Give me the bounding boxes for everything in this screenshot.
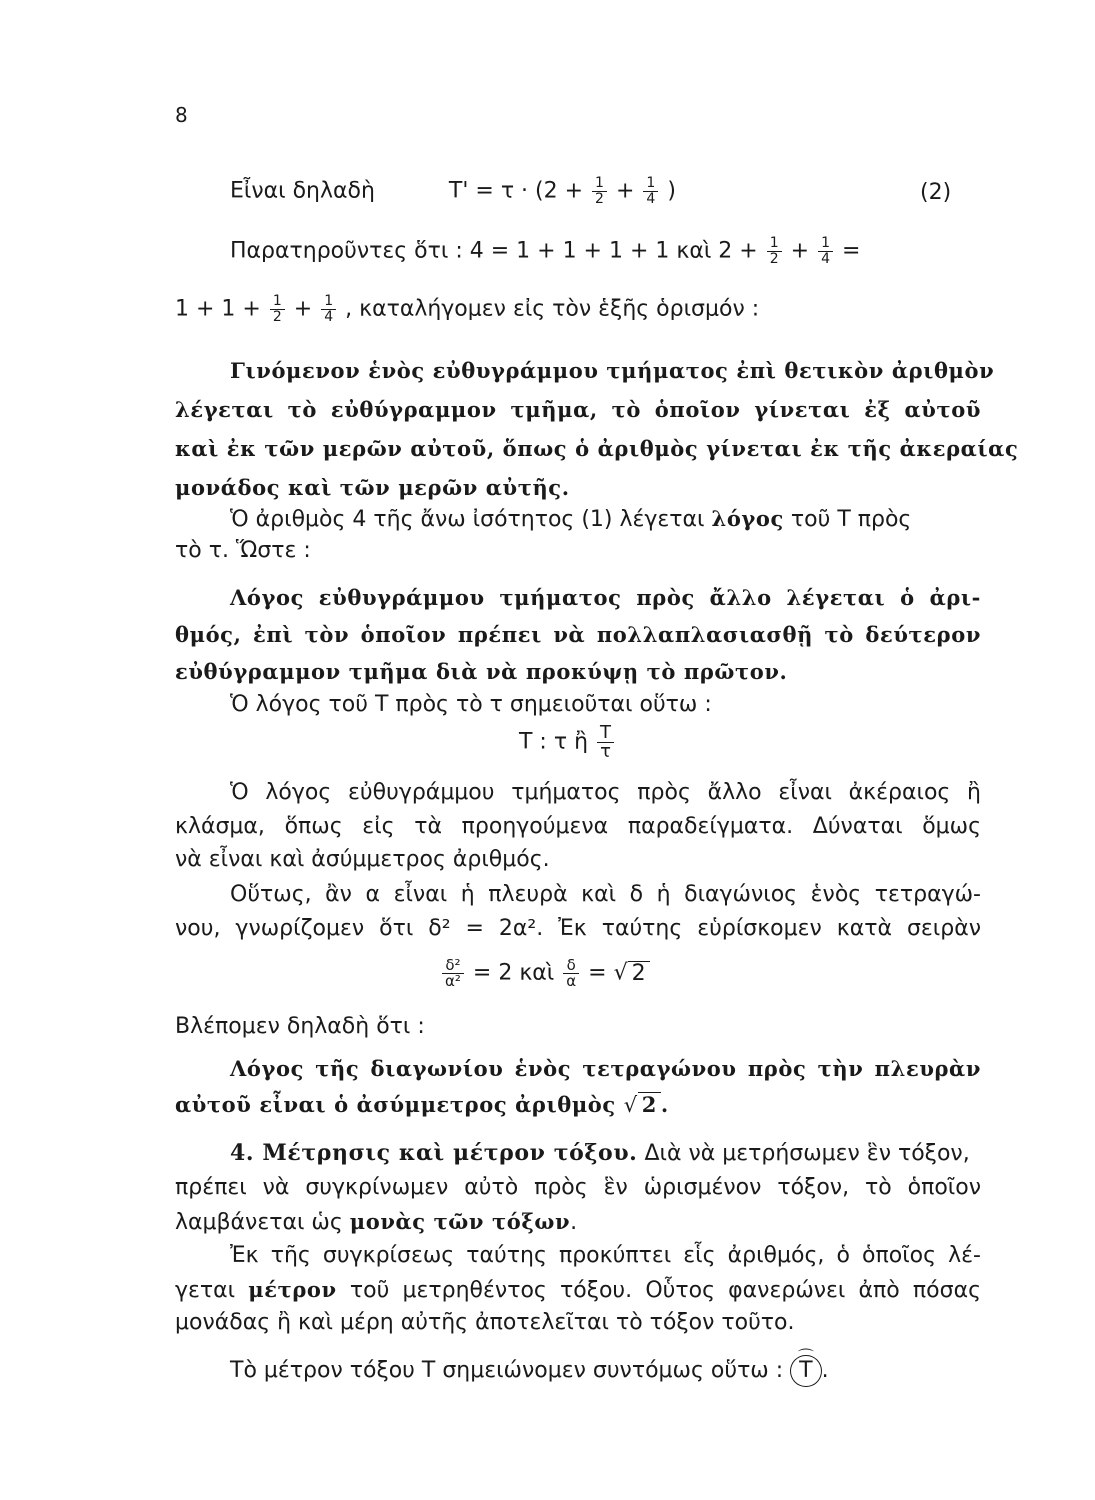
- fraction-half: $\frac{1}{2}$: [767, 236, 782, 267]
- page-number: 8: [175, 103, 188, 127]
- paragraph-ratio-kinds-line-3: νὰ εἶναι καὶ ἀσύμμετρος ἀριθμός.: [175, 847, 550, 872]
- sqrt-two: 2: [638, 1092, 661, 1117]
- observation-line-2: 1 + 1 + $\frac{1}{2}$ + $\frac{1}{4}$ , καταλήγομεν εἰς τὸν ἑξῆς ὁρισμόν :: [175, 293, 760, 325]
- fraction-half: $\frac{1}{2}$: [270, 294, 285, 325]
- term-logos: λόγος: [711, 506, 784, 531]
- observation-line-1: Παρατηροῦντες ὅτι : 4 = 1 + 1 + 1 + 1 καὶ 2 + $\frac{1}{2}$ + $\frac{1}{4}$ =: [230, 235, 861, 267]
- definition-product-line-4: μονάδος καὶ τῶν μερῶν αὐτῆς.: [175, 475, 570, 500]
- paragraph-square-line-4: Βλέπομεν δηλαδὴ ὅτι :: [175, 1014, 425, 1039]
- paragraph-square-line-1: Οὕτως, ἂν α εἶναι ἡ πλευρὰ καὶ δ ἡ διαγώνιος ἑνὸς τετραγώ-: [230, 882, 981, 907]
- fraction-quarter: $\frac{1}{4}$: [818, 236, 833, 267]
- definition-ratio-line-2: θμός, ἐπὶ τὸν ὁποῖον πρέπει νὰ πολλαπλασιασθῇ τὸ δεύτερον: [175, 622, 981, 647]
- ratio-intro-line-2: τὸ τ. Ὥστε :: [175, 538, 311, 563]
- definition-ratio-line-3: εὐθύγραμμον τμῆμα διὰ νὰ προκύψῃ τὸ πρῶτον.: [175, 659, 788, 684]
- term-unit-of-arcs: μονὰς τῶν τόξων: [349, 1209, 571, 1234]
- paragraph-ratio-kinds-line-2: κλάσμα, ὅπως εἰς τὰ προηγούμενα παραδείγματα. Δύναται ὅμως: [175, 814, 981, 839]
- notation-formula: Τ : τ ἢ $\frac{T}{\tau}$: [519, 724, 616, 761]
- fraction-quarter: $\frac{1}{4}$: [321, 294, 336, 325]
- equation-lead: Εἶναι δηλαδὴ: [230, 178, 375, 204]
- equation-lhs: Τ' = τ · (2 +: [448, 178, 584, 204]
- section-4-line-2: πρέπει νὰ συγκρίνωμεν αὐτὸ πρὸς ἓν ὡρισμένον τόξον, τὸ ὁποῖον: [175, 1175, 981, 1200]
- term-measure: μέτρον: [248, 1277, 337, 1302]
- square-formula: $\frac{\text{δ²}}{\text{α²}}$ = 2 καὶ $\frac{\delta}{\alpha}$ = √ 2: [440, 958, 650, 989]
- notation-line: Ὁ λόγος τοῦ Τ πρὸς τὸ τ σημειοῦται οὕτω :: [230, 692, 712, 717]
- section-4-heading: 4. Μέτρησις καὶ μέτρον τόξου.: [230, 1140, 638, 1166]
- section-4-line-1: 4. Μέτρησις καὶ μέτρον τόξου. Διὰ νὰ μετρήσωμεν ἓν τόξον,: [230, 1140, 970, 1166]
- section-4-line-3: λαμβάνεται ὡς μονὰς τῶν τόξων.: [175, 1209, 578, 1235]
- fraction-half: $\frac{1}{2}$: [592, 176, 607, 207]
- definition-ratio-line-1: Λόγος εὐθυγράμμου τμήματος πρὸς ἄλλο λέγεται ὁ ἀρι-: [230, 585, 981, 610]
- section-4-line-7: Τὸ μέτρον τόξου Τ σημειώνομεν συντόμως οὕτω : ⌒ Τ .: [230, 1355, 829, 1387]
- section-4-line-4: Ἐκ τῆς συγκρίσεως ταύτης προκύπτει εἷς ἀριθμός, ὁ ὁποῖος λέ-: [230, 1243, 981, 1268]
- fraction-T-over-t: $\frac{T}{\tau}$: [597, 724, 614, 761]
- section-4-line-5: γεται μέτρον τοῦ μετρηθέντος τόξου. Οὗτος φανερώνει ἀπὸ πόσας: [175, 1277, 981, 1303]
- ratio-intro-line-1: Ὁ ἀριθμὸς 4 τῆς ἄνω ἰσότητος (1) λέγεται λόγος τοῦ Τ πρὸς: [230, 506, 912, 532]
- definition-product-line-2: λέγεται τὸ εὐθύγραμμον τμῆμα, τὸ ὁποῖον γίνεται ἐξ αὐτοῦ: [175, 397, 981, 422]
- fraction-d-over-a: $\frac{\delta}{\alpha}$: [563, 958, 579, 989]
- arc-measure-symbol: ⌒ Τ: [790, 1355, 821, 1387]
- equation-label: (2): [920, 180, 952, 205]
- paragraph-ratio-kinds-line-1: Ὁ λόγος εὐθυγράμμου τμήματος πρὸς ἄλλο εἶναι ἀκέραιος ἢ: [230, 780, 981, 805]
- equation-2: Εἶναι δηλαδὴ Τ' = τ · (2 + $\frac{1}{2}$ + $\frac{1}{4}$ ): [230, 175, 676, 207]
- definition-product-line-3: καὶ ἐκ τῶν μερῶν αὐτοῦ, ὅπως ὁ ἀριθμὸς γίνεται ἐκ τῆς ἀκεραίας: [175, 436, 1019, 461]
- definition-diagonal-line-1: Λόγος τῆς διαγωνίου ἑνὸς τετραγώνου πρὸς τὴν πλευρὰν: [230, 1056, 981, 1081]
- sqrt-two: 2: [628, 961, 650, 986]
- definition-product-line-1: Γινόμενον ἑνὸς εὐθυγράμμου τμήματος ἐπὶ θετικὸν ἀριθμὸν: [230, 358, 995, 383]
- paragraph-square-line-2: νου, γνωρίζομεν ὅτι δ² = 2α². Ἐκ ταύτης εὑρίσκομεν κατὰ σειρὰν: [175, 916, 981, 941]
- fraction-quarter: $\frac{1}{4}$: [643, 176, 658, 207]
- fraction-d2-over-a2: $\frac{\text{δ²}}{\text{α²}}$: [442, 958, 464, 989]
- section-4-line-6: μονάδας ἢ καὶ μέρη αὐτῆς ἀποτελεῖται τὸ τόξον τοῦτο.: [175, 1310, 795, 1335]
- definition-diagonal-line-2: αὐτοῦ εἶναι ὁ ἀσύμμετρος ἀριθμὸς √ 2 .: [175, 1092, 669, 1117]
